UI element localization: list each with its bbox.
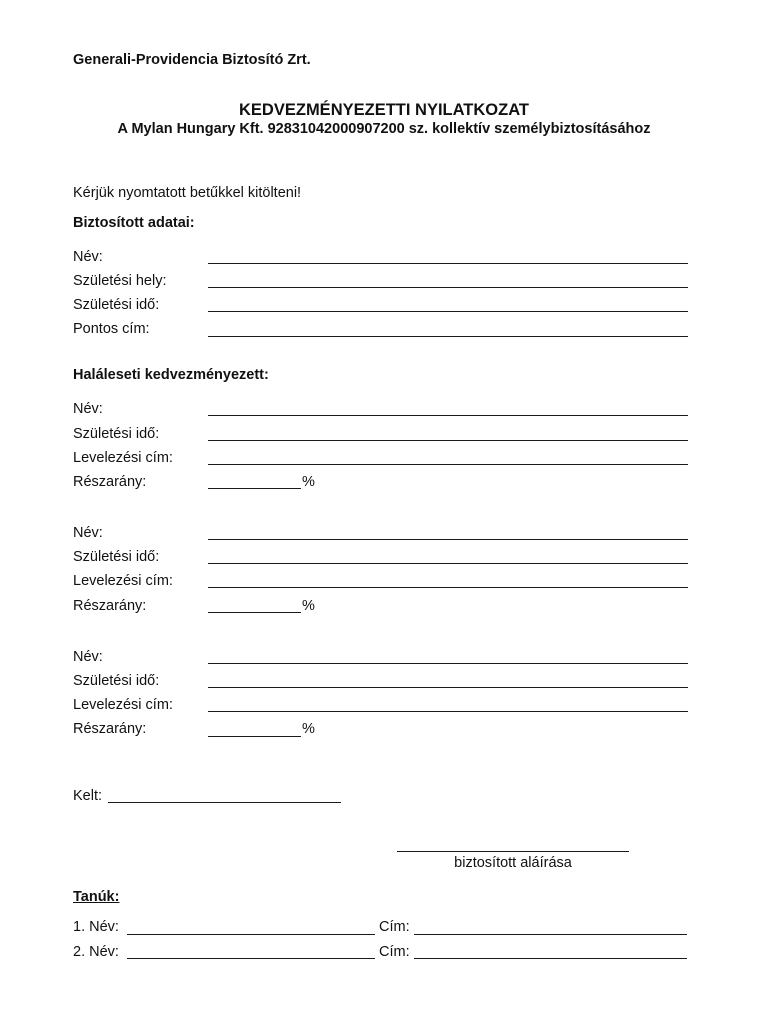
- beneficiary-heading: Haláleseti kedvezményezett:: [73, 367, 269, 383]
- insured-address-field[interactable]: [208, 336, 688, 337]
- witness-2-address-field[interactable]: [414, 958, 687, 959]
- form-title: KEDVEZMÉNYEZETTI NYILATKOZAT: [239, 101, 529, 119]
- beneficiary-2-birthdate-field[interactable]: [208, 563, 688, 564]
- date-field[interactable]: [108, 802, 341, 803]
- company-name: Generali-Providencia Biztosító Zrt.: [73, 52, 311, 68]
- beneficiary-1-name-label: Név:: [73, 401, 103, 417]
- insured-birthplace-field[interactable]: [208, 287, 688, 288]
- beneficiary-3-birthdate-label: Születési idő:: [73, 673, 160, 689]
- beneficiary-2-birthdate-label: Születési idő:: [73, 549, 160, 565]
- signature-label: biztosított aláírása: [454, 855, 572, 871]
- beneficiary-1-address-label: Levelezési cím:: [73, 450, 173, 466]
- witness-2-name-field[interactable]: [127, 958, 375, 959]
- witness-1-name-label: 1. Név:: [73, 919, 119, 935]
- witness-1-address-field[interactable]: [414, 934, 687, 935]
- insured-name-label: Név:: [73, 249, 103, 265]
- beneficiary-2-name-label: Név:: [73, 525, 103, 541]
- witnesses-heading: Tanúk:: [73, 889, 120, 905]
- witness-2-name-label: 2. Név:: [73, 944, 119, 960]
- insured-address-label: Pontos cím:: [73, 321, 150, 337]
- beneficiary-1-share-label: Részarány:: [73, 474, 147, 490]
- beneficiary-2-share-label: Részarány:: [73, 598, 147, 614]
- fill-instruction: Kérjük nyomtatott betűkkel kitölteni!: [73, 185, 302, 201]
- insured-heading: Biztosított adatai:: [73, 215, 195, 231]
- insured-name-field[interactable]: [208, 263, 688, 264]
- beneficiary-3-address-field[interactable]: [208, 711, 688, 712]
- beneficiary-1-percent-sign: %: [302, 474, 315, 490]
- beneficiary-2-address-field[interactable]: [208, 587, 688, 588]
- date-label: Kelt:: [73, 788, 103, 804]
- beneficiary-3-address-label: Levelezési cím:: [73, 697, 173, 713]
- witness-2-address-label: Cím:: [379, 944, 410, 960]
- witness-1-address-label: Cím:: [379, 919, 410, 935]
- beneficiary-1-name-field[interactable]: [208, 415, 688, 416]
- beneficiary-2-name-field[interactable]: [208, 539, 688, 540]
- beneficiary-2-percent-sign: %: [302, 598, 315, 614]
- beneficiary-3-percent-sign: %: [302, 721, 315, 737]
- beneficiary-3-share-field[interactable]: [208, 736, 301, 737]
- beneficiary-1-address-field[interactable]: [208, 464, 688, 465]
- insured-birthplace-label: Születési hely:: [73, 273, 167, 289]
- beneficiary-1-birthdate-field[interactable]: [208, 440, 688, 441]
- beneficiary-2-share-field[interactable]: [208, 612, 301, 613]
- beneficiary-3-name-field[interactable]: [208, 663, 688, 664]
- beneficiary-3-share-label: Részarány:: [73, 721, 147, 737]
- insured-birthdate-label: Születési idő:: [73, 297, 160, 313]
- signature-line[interactable]: [397, 851, 629, 852]
- beneficiary-2-address-label: Levelezési cím:: [73, 573, 173, 589]
- beneficiary-3-name-label: Név:: [73, 649, 103, 665]
- witness-1-name-field[interactable]: [127, 934, 375, 935]
- beneficiary-3-birthdate-field[interactable]: [208, 687, 688, 688]
- form-subtitle: A Mylan Hungary Kft. 92831042000907200 sz. kollektív személybiztosításához: [117, 121, 651, 137]
- beneficiary-1-share-field[interactable]: [208, 488, 301, 489]
- beneficiary-1-birthdate-label: Születési idő:: [73, 426, 160, 442]
- insured-birthdate-field[interactable]: [208, 311, 688, 312]
